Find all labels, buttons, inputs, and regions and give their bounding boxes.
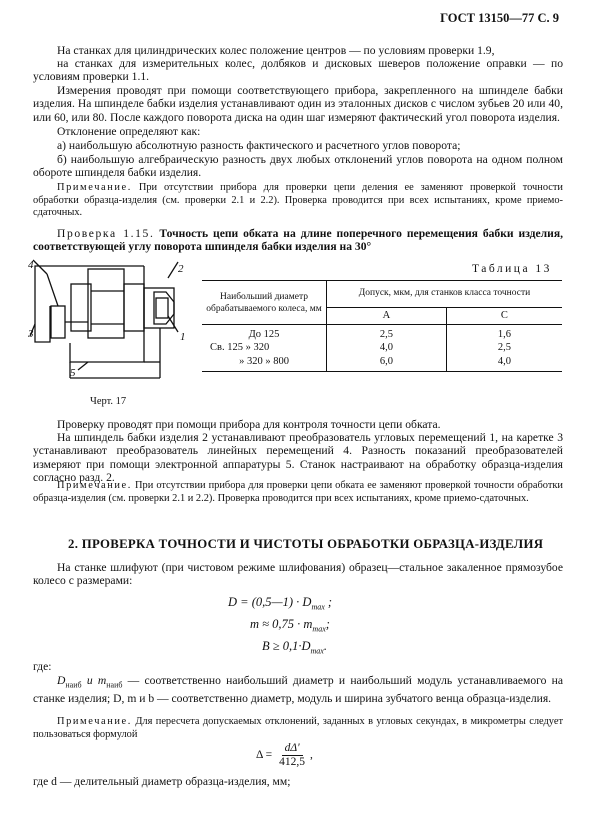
note-label: Примечание. — [57, 182, 132, 193]
tolerance-table — [202, 280, 562, 372]
table-header: Допуск, мкм, для станков класса точности — [327, 281, 563, 308]
paragraph: Проверку проводят при помощи прибора для контроля точности цепи обката. — [57, 418, 441, 431]
note-text: При отсутствии прибора для проверки цепи деления ее заменяют проверкой точности обработки образца-изделия (см. проверки 2.1 и 2.2). Проверка проводится при всех испытаниях, кроме приемо-сдаточных. — [33, 182, 563, 219]
table-cell: 6,0 — [327, 355, 447, 372]
drawing-caption: Черт. 17 — [90, 396, 127, 407]
table-cell: » 320 » 800 — [202, 355, 327, 372]
paragraph: на станках для измерительных колес, долбяков и дисковых шеверов положение оправки — по условиям проверки 1.1. — [33, 57, 563, 84]
drawing-label: 3 — [28, 328, 34, 340]
table-cell: 1,6 — [497, 329, 511, 340]
table-header: Наибольший диаметр обрабатываемого колеса, мм — [202, 281, 327, 325]
table-caption: Таблица 13 — [472, 263, 552, 275]
drawing-label: 2 — [178, 263, 184, 275]
paragraph: Измерения проводят при помощи соответствующего прибора, закрепленного на шпинделе бабки изделия. На шпинделе бабки изделия устанавливают один из эталонных дисков с числом зубьев 20 или 40, или 60, или 80. После каждого поворота диска на один шаг измеряют фактический угол поворота изделия. — [33, 84, 563, 124]
check-heading — [33, 227, 563, 254]
drawing-label: 1 — [180, 331, 186, 343]
technical-drawing — [28, 258, 198, 388]
table-cell: 2,5 — [327, 325, 447, 342]
check-label: Проверка 1.15. — [57, 227, 155, 240]
table-header: С — [446, 308, 562, 325]
paragraph: $D_{наиб}$ и $m_{наиб}$ — соответственно наибольший диаметр и наибольший модуль устанавливаемого на станке изделия; D, m и b — соответственно диаметр, модуль и ширина зубчатого венца образца-изделия. — [33, 674, 563, 705]
table-row — [202, 341, 562, 354]
paragraph: Отклонение определяют как: — [57, 125, 201, 138]
paragraph: На станках для цилиндрических колес положение центров — по условиям проверки 1.9, — [57, 44, 495, 57]
note — [33, 480, 563, 505]
drawing-label: 4 — [28, 259, 34, 271]
check-title: Точность цепи обката на длине поперечного перемещения бабки изделия, соответствующей углу поворота шпинделя бабки изделия на 30° — [33, 227, 564, 254]
formula: $B \ge 0,1\cdot D_{max}$. — [262, 639, 327, 656]
table-row — [202, 355, 562, 372]
paragraph: На станке шлифуют (при чистовом режиме шлифования) образец—стальное закаленное прямозубое колесо с размерами: — [33, 561, 563, 588]
table-header: А — [327, 308, 447, 325]
note — [33, 182, 563, 220]
section-heading: 2. ПРОВЕРКА ТОЧНОСТИ И ЧИСТОТЫ ОБРАБОТКИ ОБРАЗЦА-ИЗДЕЛИЯ — [68, 537, 544, 551]
list-item: б) наибольшую алгебраическую разность двух любых отклонений углов поворота на одном полном обороте шпинделя бабки изделия. — [33, 153, 563, 180]
formula-delta: Δ = $\frac{d\Delta'}{412,5}$ , — [256, 742, 313, 769]
note — [33, 716, 563, 741]
footer-text: где d — делительный диаметр образца-изделия, мм; — [33, 775, 291, 788]
list-item: а) наибольшую абсолютную разность фактического и расчетного углов поворота; — [57, 139, 461, 152]
note-text: При отсутствии прибора для проверки цепи обката ее заменяют проверкой точности обработки образца-изделия (см. проверки 2.1 и 2.2). Проверка проводится при всех испытаниях, кроме приемо-сдаточных. — [33, 480, 563, 504]
drawing-label: 5 — [70, 367, 76, 379]
table-cell: 4,0 — [446, 355, 562, 372]
table-cell: 4,0 — [327, 341, 447, 354]
formula: $m \approx 0,75 \cdot m_{max}$; — [250, 617, 330, 634]
table-cell: До 125 — [202, 325, 327, 342]
page-header: ГОСТ 13150—77 С. 9 — [440, 11, 559, 25]
note-text: Для пересчета допускаемых отклонений, заданных в угловых секундах, в микрометры следует пользоваться формулой — [33, 716, 563, 740]
table-row — [202, 325, 562, 342]
paragraph: На шпиндель бабки изделия 2 устанавливают преобразователь угловых перемещений 1, на каретке 3 устанавливают преобразователь линейных перемещений 4. Разность показаний преобразователей измеряют при помощи электронной аппаратуры 5. Станок настраивают на обработку образца-изделия согласно разд. 2. — [33, 431, 563, 485]
table-cell: Св. 125 » 320 — [202, 341, 327, 354]
note-label: Примечание. — [57, 480, 132, 491]
note-label: Примечание. — [57, 716, 132, 727]
formula: D = (0,5—1) · $D_{max}$ ; — [228, 595, 333, 612]
table-cell: 2,5 — [497, 342, 511, 354]
where-label: где: — [33, 660, 52, 673]
